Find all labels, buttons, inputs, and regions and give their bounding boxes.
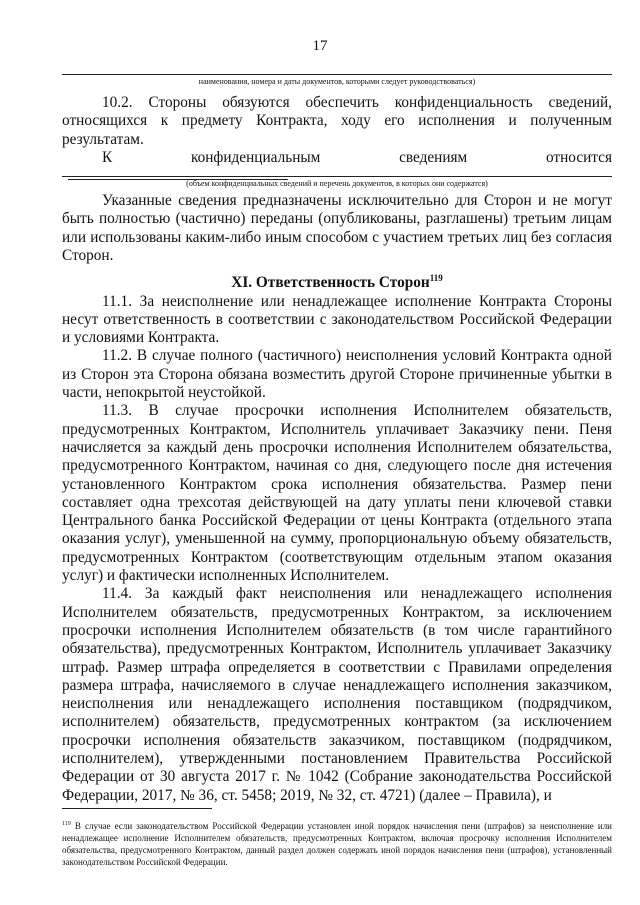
paragraph-11-2: 11.2. В случае полного (частичного) неисполнения условий Контракта одной из Сторон эта Сторона обязана возместить другой Стороне причиненные убытки в части, непокрытой неустойкой.	[62, 347, 612, 402]
main-text-block	[62, 94, 612, 185]
section-title	[62, 269, 612, 292]
paragraph-11-4: 11.4. За каждый факт неисполнения или ненадлежащего исполнения Исполнителем обязательств, предусмотренных Контрактом, за исключением просрочки исполнения Исполнителем обязательств (в том числе гарантийного обязательства), предусмотренных Контрактом, Исполнитель уплачивает Заказчику штраф. Размер штрафа определяется в соответствии с Правилами определения размера штрафа, начисляемого в случае ненадлежащего исполнения заказчиком, неисполнения или ненадлежащего исполнения поставщиком (подрядчиком, исполнителем) обязательств, предусмотренных контрактом (за исключением просрочки исполнения обязательств заказчиком, поставщиком (подрядчиком, исполнителем), утвержденными постановлением Правительства Российской Федерации от 30 августа 2017 г. № 1042 (Собрание законодательства Российской Федерации, 2017, № 36, ст. 5458; 2019, № 32, ст. 4721) (далее – Правила), и	[62, 585, 612, 804]
paragraph-10-2: 10.2. Стороны обязуются обеспечить конфиденциальность сведений, относящихся к предмету Контракта, ходу его исполнения и полученным результатам.	[62, 94, 612, 148]
section-footnote-ref: 119	[429, 273, 443, 284]
volume-fill-line	[62, 176, 612, 177]
paragraph-restriction: Указанные сведения предназначены исключительно для Сторон и не могут быть полностью (частично) переданы (опубликованы, разглашены) третьим лицам или использованы каким-либо иным способом с участием третьих лиц без согласия Сторон.	[62, 192, 612, 264]
paragraph-11-1: 11.1. За неисполнение или ненадлежащее исполнение Контракта Стороны несут ответственность в соответствии с законодательством Российской Федерации и условиями Контракта.	[62, 292, 612, 347]
volume-caption: (объем конфиденциальных сведений и перечень документов, в которых они содержатся)	[186, 179, 488, 188]
documents-fill-line	[62, 74, 612, 75]
documents-caption: наименования, номера и даты документов, которыми следует руководствоваться)	[198, 77, 476, 86]
footnote-divider	[62, 808, 212, 809]
main-text-block-2	[62, 192, 612, 805]
footnote-mark: 119	[62, 821, 71, 827]
confidential-label: К конфиденциальным сведениям относится	[102, 148, 612, 166]
footnote	[62, 818, 612, 868]
section-title-text: XI. Ответственность Сторон	[231, 274, 430, 292]
paragraph-11-3: 11.3. В случае просрочки исполнения Исполнителем обязательств, предусмотренных Контрактом, Исполнитель уплачивает Заказчику пени. Пеня начисляется за каждый день просрочки исполнения Исполнителем обязательства, предусмотренного Контрактом, начиная со дня, следующего после дня истечения установленного Контрактом срока исполнения обязательства. Размер пени составляет одна трехсотая действующей на дату уплаты пени ключевой ставки Центрального банка Российской Федерации от цены Контракта (отдельного этапа оказания услуг), уменьшенной на сумму, пропорциональную объему обязательств, предусмотренных Контрактом (соответствующим отдельным этапом оказания услуг) и фактически исполненных Исполнителем.	[62, 402, 612, 585]
footnote-text: В случае если законодательством Российской Федерации установлен иной порядок начисления пени (штрафов) за неисполнение или ненадлежащее исполнение Исполнителем обязательств, предусмотренных Контрактом, включая просрочку исполнения Исполнителем обязательства, предусмотренного Контрактом, данный раздел должен содержать иной порядок начисления пени (штрафов), установленный законодательством Российской Федерации.	[62, 821, 613, 867]
page-number: 17	[312, 38, 328, 54]
